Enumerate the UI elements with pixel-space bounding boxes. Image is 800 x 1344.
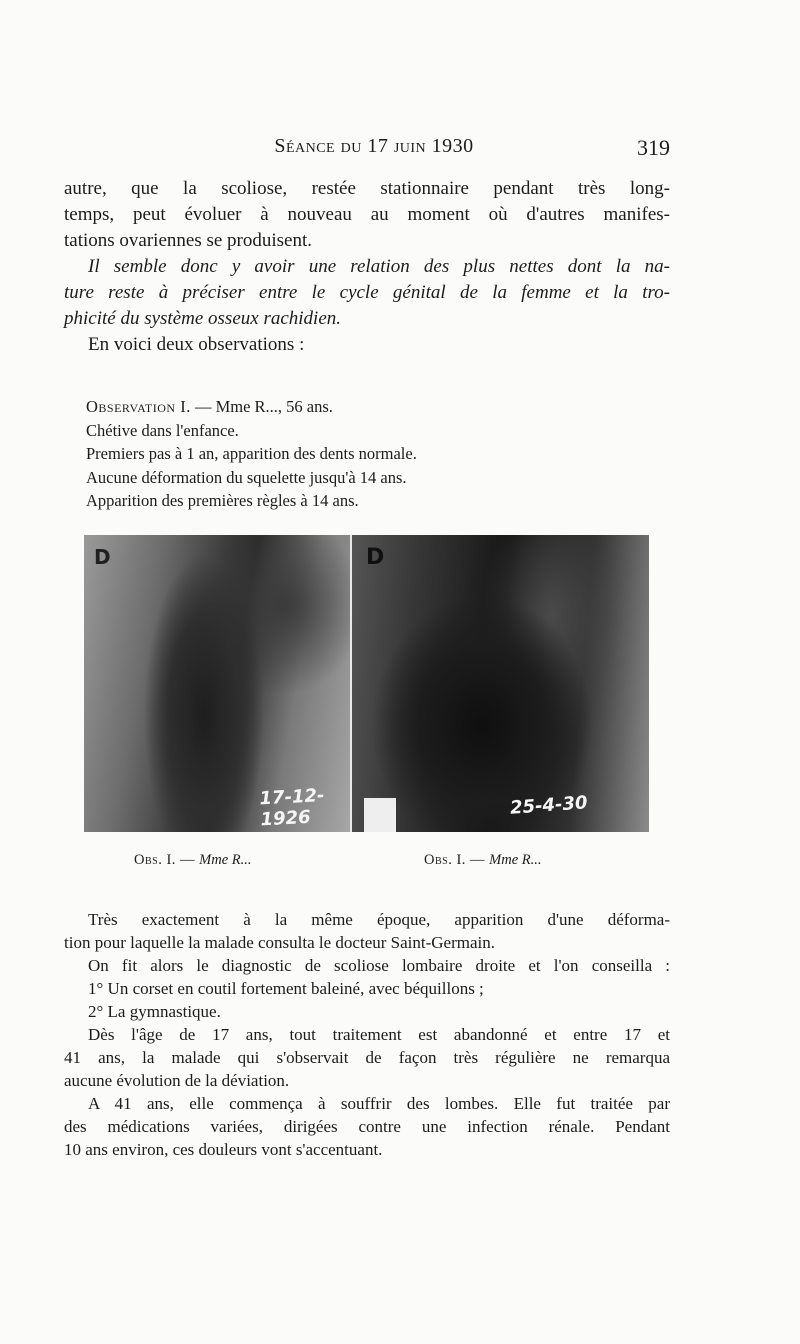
paragraph-1 [64, 176, 670, 254]
paragraph-2 [64, 254, 670, 332]
observation-block [86, 395, 606, 513]
page-header [78, 135, 670, 165]
text-line: A 41 ans, elle commença à souffrir des lombes. Elle fut traitée par [88, 1094, 670, 1113]
caption-right-prefix: Obs. I. — [424, 852, 490, 868]
text-line: ture reste à préciser entre le cycle génital de la femme et la tro- [64, 282, 670, 303]
intro-section [64, 176, 670, 358]
text-line: aucune évolution de la déviation. [64, 1071, 290, 1090]
xray-date-right: 25-4-30 [509, 792, 589, 819]
text-line: Très exactement à la même époque, apparition d'une déforma- [88, 910, 670, 929]
xray-image-left [84, 535, 352, 832]
text-line: tations ovariennes se produisent. [64, 230, 313, 251]
xray-side-mark-right: D [366, 545, 385, 570]
caption-right [424, 852, 542, 869]
xray-date-left: 17-12-1926 [258, 785, 326, 831]
caption-left [134, 852, 252, 869]
observation-title: Observation I. [86, 397, 191, 416]
text-line: 41 ans, la malade qui s'observait de façon très régulière ne remarqua [64, 1048, 670, 1067]
text-line: 10 ans environ, ces douleurs vont s'accentuant. [64, 1140, 383, 1159]
caption-left-name: Mme R... [199, 852, 252, 868]
text-line: phicité du système osseux rachidien. [64, 308, 342, 329]
text-line: On fit alors le diagnostic de scoliose lombaire droite et l'on conseilla : [88, 956, 670, 975]
xray-side-mark-left: D [94, 545, 111, 569]
xray-figure [84, 535, 649, 832]
text-line: Dès l'âge de 17 ans, tout traitement est abandonné et entre 17 et [88, 1025, 670, 1044]
caption-right-name: Mme R... [489, 852, 542, 868]
caption-left-prefix: Obs. I. — [134, 852, 200, 868]
text-line: En voici deux observations : [88, 334, 305, 355]
text-line: 1° Un corset en coutil fortement baleiné, avec béquillons ; [88, 979, 484, 998]
observation-subject: — Mme R..., 56 ans. [190, 397, 333, 416]
text-line: autre, que la scoliose, restée stationnaire pendant très long- [64, 178, 670, 199]
film-corner-marker [364, 798, 396, 832]
observation-line: Premiers pas à 1 an, apparition des dents normale. [86, 444, 417, 463]
page-number: 319 [637, 135, 670, 160]
running-title: Séance du 17 juin 1930 [274, 135, 474, 157]
text-line: Il semble donc y avoir une relation des plus nettes dont la na- [88, 256, 670, 277]
observation-line: Apparition des premières règles à 14 ans. [86, 491, 359, 510]
paragraph-5 [64, 954, 670, 1023]
text-line: 2° La gymnastique. [88, 1002, 221, 1021]
paragraph-4 [64, 908, 670, 954]
paragraph-7 [64, 1092, 670, 1161]
observation-line: Aucune déformation du squelette jusqu'à 14 ans. [86, 467, 407, 487]
text-line: des médications variées, dirigées contre une infection rénale. Pendant [64, 1117, 670, 1136]
observation-heading [86, 395, 606, 419]
xray-image-right [352, 535, 649, 832]
paragraph-3 [64, 332, 670, 358]
paragraph-6 [64, 1023, 670, 1092]
text-line: temps, peut évoluer à nouveau au moment où d'autres manifes- [64, 204, 670, 225]
observation-line: Chétive dans l'enfance. [86, 420, 239, 440]
text-line: tion pour laquelle la malade consulta le docteur Saint-Germain. [64, 933, 495, 952]
body-section [64, 908, 670, 1161]
